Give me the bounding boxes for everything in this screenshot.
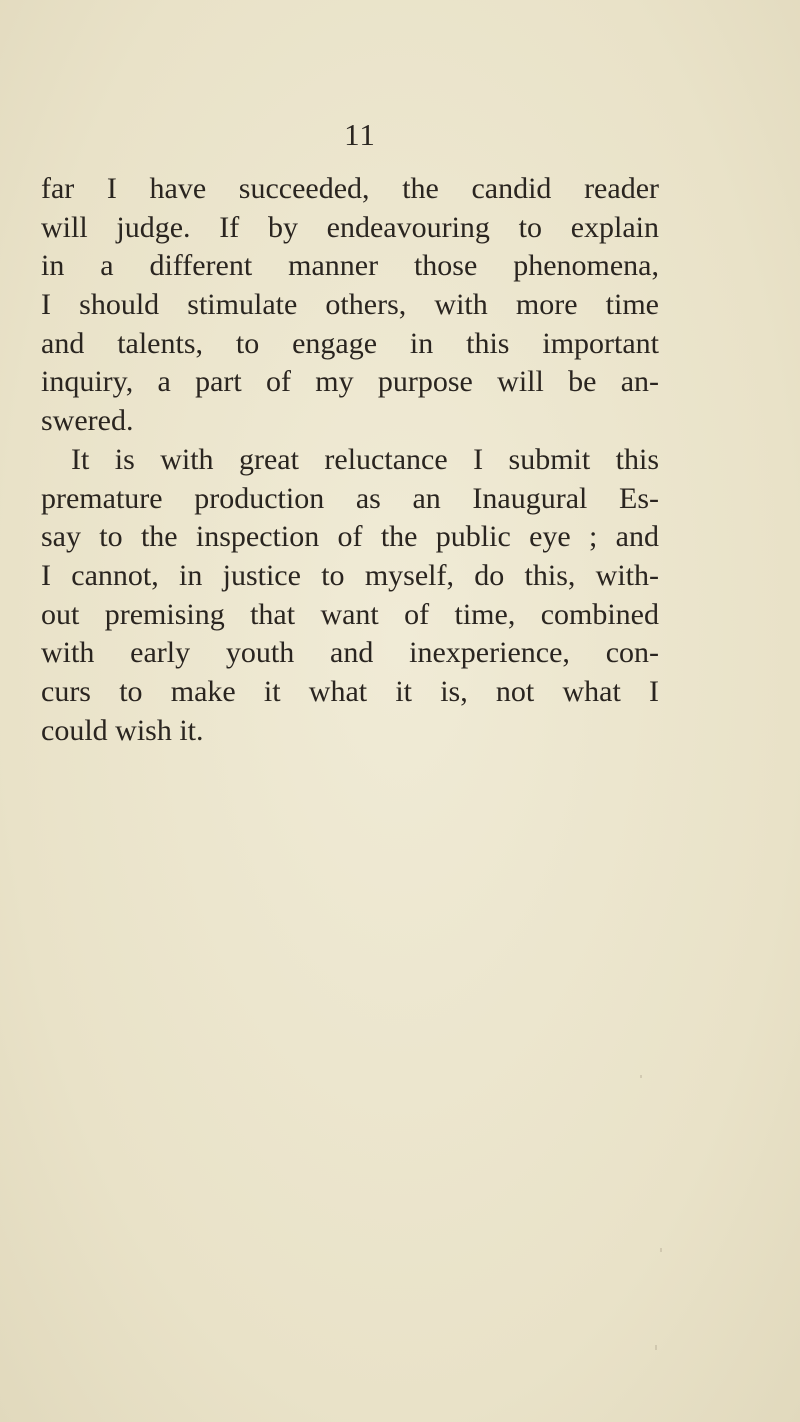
paper-speck — [660, 1248, 662, 1252]
text-line: could wish it. — [41, 713, 204, 747]
text-line: swered. — [41, 404, 134, 438]
text-line: with early youth and inexperience, con- — [41, 636, 659, 670]
text-line: out premising that want of time, combined — [41, 597, 659, 631]
text-line: I should stimulate others, with more time — [41, 288, 659, 322]
text-line: premature production as an Inaugural Es- — [41, 481, 659, 515]
page-number: 11 — [344, 117, 376, 152]
text-line: I cannot, in justice to myself, do this, with- — [41, 558, 659, 592]
text-line: in a different manner those phenomena, — [41, 249, 659, 283]
text-line: say to the inspection of the public eye ; and — [41, 520, 659, 554]
text-line: far I have succeeded, the candid reader — [41, 172, 659, 205]
text-line: It is with great reluctance I submit this — [71, 442, 659, 476]
text-line: will judge. If by endeavouring to explain — [41, 210, 659, 244]
text-line: inquiry, a part of my purpose will be an- — [41, 365, 659, 399]
body-text — [41, 170, 659, 750]
paper-speck — [640, 1075, 642, 1078]
text-line: curs to make it what it is, not what I — [41, 674, 659, 708]
paper-speck — [655, 1345, 657, 1350]
text-line: and talents, to engage in this important — [41, 326, 659, 360]
